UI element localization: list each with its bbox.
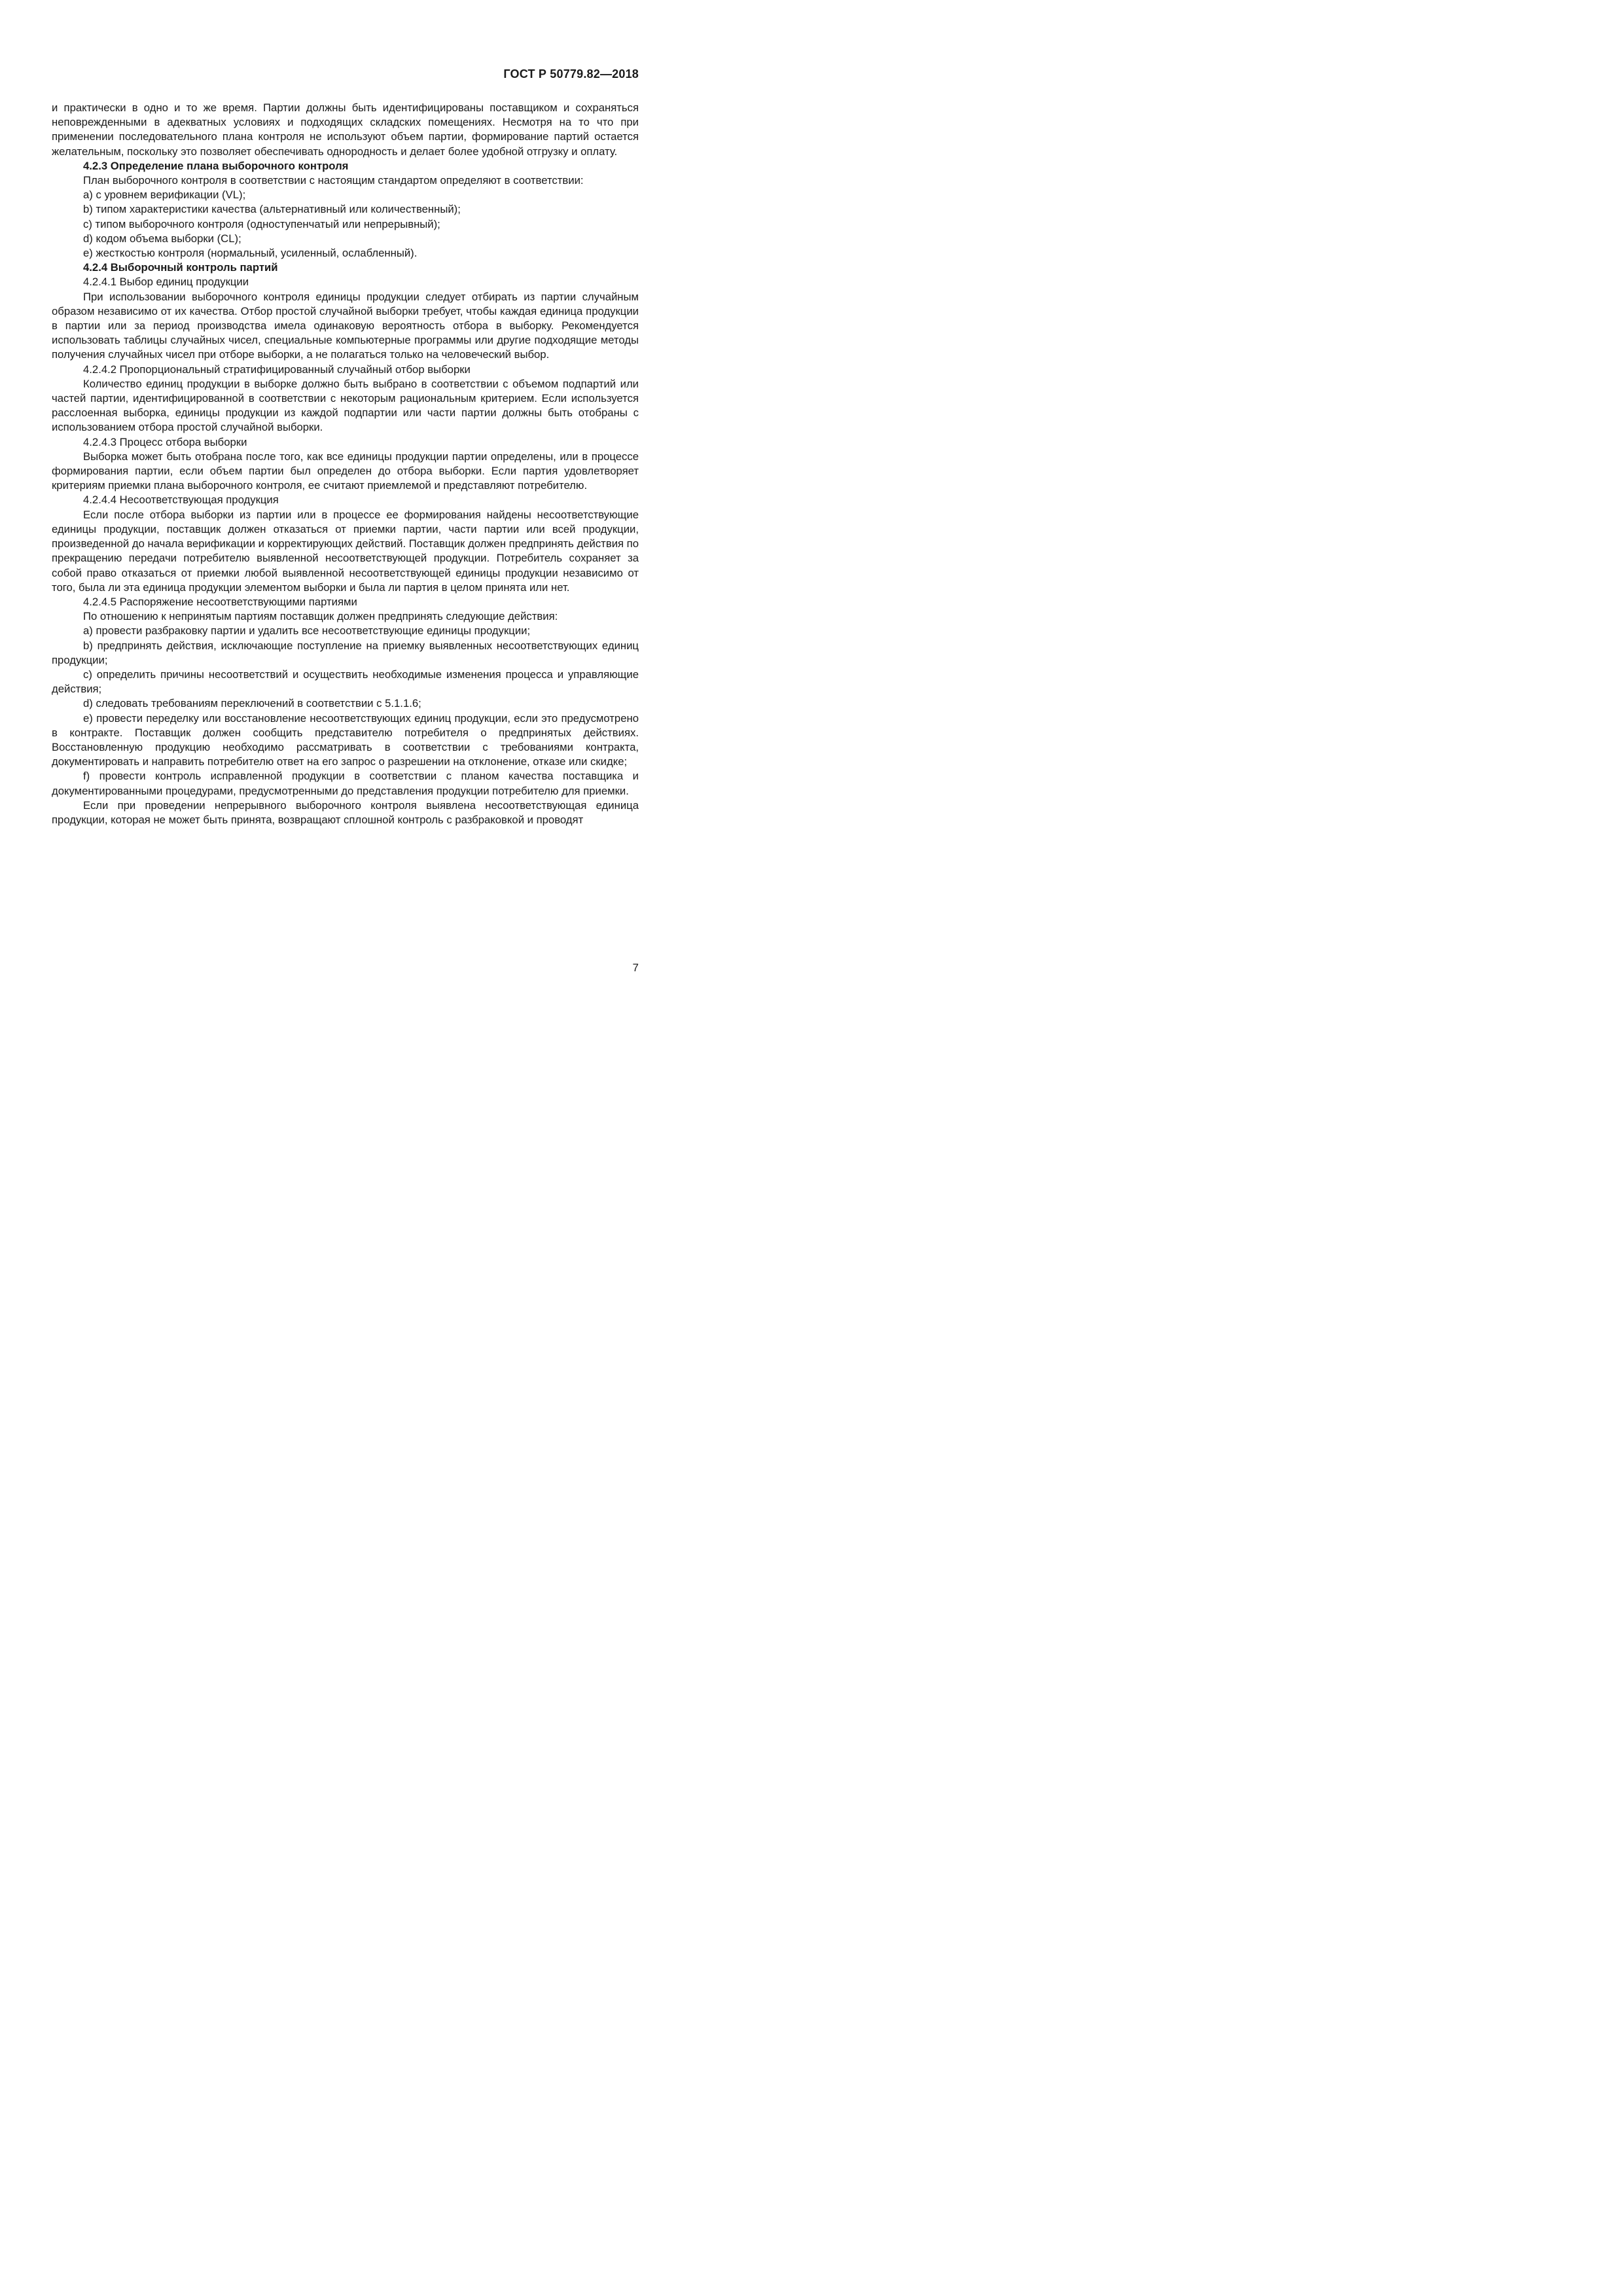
- continued-paragraph: и практически в одно и то же время. Партии должны быть идентифицированы поставщиком и сохраняться неповрежденными в адекватных условиях и подходящих складских помещениях. Несмотря на то что при применении последовательного плана контроля не используют объем партии, формирование партий остается желательным, поскольку это позволяет обеспечивать однородность и делает более удобной отгрузку и оплату.: [52, 101, 639, 158]
- section-4-2-3-heading: 4.2.3 Определение плана выборочного контроля: [83, 159, 349, 172]
- list-item: e) провести переделку или восстановление несоответствующих единиц продукции, если это предусмотрено в контракте. Поставщик должен сообщить представителю потребителя о предпринятых действиях. Восстановленную продукцию необходимо рассматривать в соответствии с требованиями контракта, документировать и направить потребителю ответ на его запрос о разрешении на отклонение, отказе или скидке;: [52, 711, 639, 768]
- list-item: d) следовать требованиям переключений в соответствии с 5.1.1.6;: [83, 697, 421, 710]
- list-item: e) жесткостью контроля (нормальный, усиленный, ослабленный).: [83, 247, 418, 260]
- list-item: b) предпринять действия, исключающие поступление на приемку выявленных несоответствующих единиц продукции;: [52, 639, 639, 666]
- list-item: c) определить причины несоответствий и осуществить необходимые изменения процесса и управляющие действия;: [52, 668, 639, 696]
- section-4-2-4-heading: 4.2.4 Выборочный контроль партий: [83, 261, 278, 274]
- document-code-header: ГОСТ Р 50779.82—2018: [503, 67, 639, 81]
- list-item: b) типом характеристики качества (альтернативный или количественный);: [83, 203, 461, 216]
- subsection-4-2-4-2-title: 4.2.4.2 Пропорциональный стратифицированный случайный отбор выборки: [83, 363, 471, 376]
- subsection-4-2-4-1-text: При использовании выборочного контроля единицы продукции следует отбирать из партии случайным образом независимо от их качества. Отбор простой случайной выборки требует, чтобы каждая единица продукции в партии или за период производства имела одинаковую вероятность отбора в выборку. Рекомендуется использовать таблицы случайных чисел, специальные компьютерные программы или другие подходящие методы получения случайных чисел при отборе выборки, а не полагаться только на человеческий выбор.: [52, 290, 639, 361]
- closing-paragraph: Если при проведении непрерывного выборочного контроля выявлена несоответствующая единица продукции, которая не может быть принята, возвращают сплошной контроль с разбраковкой и проводят: [52, 798, 639, 826]
- page-number: 7: [632, 961, 639, 974]
- list-item: a) с уровнем верификации (VL);: [83, 188, 246, 202]
- subsection-4-2-4-5-intro: По отношению к непринятым партиям поставщик должен предпринять следующие действия:: [83, 610, 558, 623]
- list-item: d) кодом объема выборки (CL);: [83, 232, 241, 245]
- document-body: [52, 101, 639, 827]
- subsection-4-2-4-4-title: 4.2.4.4 Несоответствующая продукция: [83, 493, 279, 507]
- subsection-4-2-4-4-text: Если после отбора выборки из партии или в процессе ее формирования найдены несоответствующие единицы продукции, поставщик должен отказаться от приемки партии, части партии или всей продукции, произведенной до начала верификации и корректирующих действий. Поставщик должен предпринять действия по прекращению передачи потребителю выявленной несоответствующей продукции. Потребитель сохраняет за собой право отказаться от приемки любой выявленной несоответствующей единицы продукции независимо от того, была ли эта единица продукции элементом выборки и была ли партия в целом принята или нет.: [52, 508, 639, 594]
- list-item: c) типом выборочного контроля (одноступенчатый или непрерывный);: [83, 217, 440, 230]
- list-item: a) провести разбраковку партии и удалить все несоответствующие единицы продукции;: [83, 624, 531, 637]
- subsection-4-2-4-2-text: Количество единиц продукции в выборке должно быть выбрано в соответствии с объемом подпартий или частей партии, идентифицированной в соответствии с некоторым рациональным критерием. Если используется расслоенная выборка, единицы продукции из каждой подпартии или части партии должны быть отобраны с использованием отбора простой случайной выборки.: [52, 377, 639, 434]
- subsection-4-2-4-3-title: 4.2.4.3 Процесс отбора выборки: [83, 435, 247, 448]
- list-item: f) провести контроль исправленной продукции в соответствии с планом качества поставщика и документированными процедурами, предусмотренными до представления продукции потребителю для приемки.: [52, 770, 639, 797]
- section-4-2-3-intro: План выборочного контроля в соответствии с настоящим стандартом определяют в соответствии:: [83, 174, 584, 187]
- subsection-4-2-4-1-title: 4.2.4.1 Выбор единиц продукции: [83, 276, 249, 289]
- subsection-4-2-4-5-title: 4.2.4.5 Распоряжение несоответствующими партиями: [83, 595, 357, 608]
- subsection-4-2-4-3-text: Выборка может быть отобрана после того, как все единицы продукции партии определены, или в процессе формирования партии, если объем партии был определен до отбора выборки. Если партия удовлетворяет критериям приемки плана выборочного контроля, ее считают приемлемой и представляют потребителю.: [52, 450, 639, 492]
